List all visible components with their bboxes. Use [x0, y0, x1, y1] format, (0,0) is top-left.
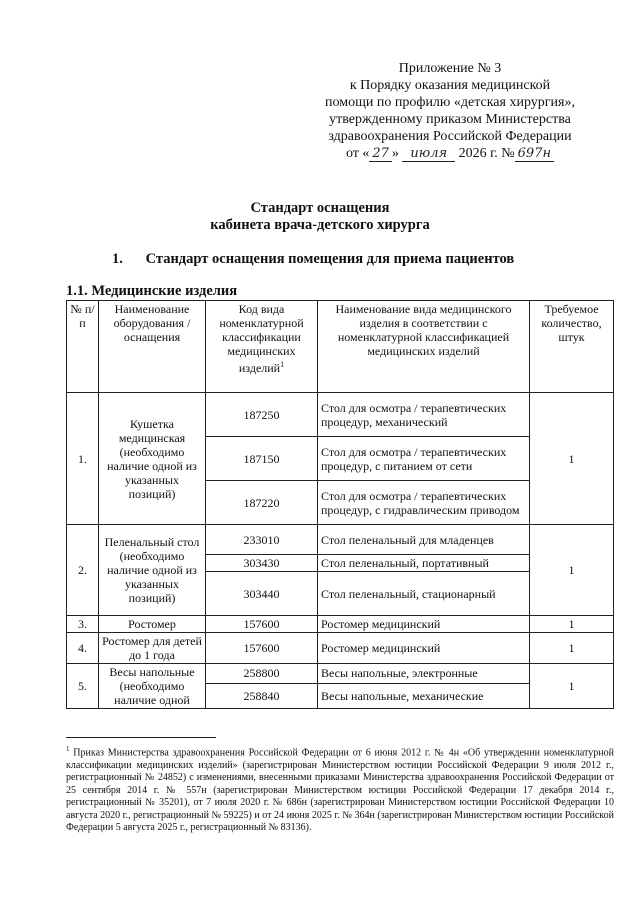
row-code: 258800	[206, 664, 318, 684]
row-qty: 1	[530, 393, 614, 525]
row-num: 1.	[67, 393, 99, 525]
order-date-line	[300, 145, 600, 162]
row-kind: Ростомер медицинский	[318, 616, 530, 633]
footnote	[66, 743, 614, 835]
header-code	[206, 301, 318, 393]
row-kind: Стол для осмотра / терапевтических процедур, механический	[318, 393, 530, 437]
row-code: 157600	[206, 616, 318, 633]
row-qty: 1	[530, 616, 614, 633]
row-num: 2.	[67, 525, 99, 616]
date-prefix: от «	[345, 146, 370, 161]
table-row	[67, 525, 614, 555]
handwritten-day: 27	[369, 146, 392, 162]
date-year: 2026 г. №	[458, 146, 515, 161]
header-equipment: Наименование оборудования / оснащения	[99, 301, 206, 393]
row-equipment: Кушетка медицинская (необходимо наличие одной из указанных позиций)	[99, 393, 206, 525]
appendix-number: Приложение № 3	[398, 61, 502, 76]
row-kind: Стол пеленальный, портативный	[318, 555, 530, 572]
subsection-heading: 1.1. Медицинские изделия	[66, 283, 238, 299]
header-kind: Наименование вида медицинского изделия в соответствии с номенклатурной классификацией медицинских изделий	[318, 301, 530, 393]
row-qty: 1	[530, 525, 614, 616]
footnote-ref: 1	[280, 360, 285, 369]
appendix-line: к Порядку оказания медицинской	[349, 78, 551, 93]
appendix-header	[300, 60, 600, 162]
section-heading	[112, 251, 514, 268]
row-code: 233010	[206, 525, 318, 555]
table-row	[67, 633, 614, 664]
appendix-line: утвержденному приказом Министерства	[329, 112, 571, 127]
footnote-mark: 1	[66, 745, 70, 753]
date-mid: »	[391, 146, 399, 161]
footnote-divider	[66, 737, 216, 738]
appendix-line: здравоохранения Российской Федерации	[328, 129, 572, 144]
table-header-row	[67, 301, 614, 393]
row-kind: Стол для осмотра / терапевтических процедур, с гидравлическим приводом	[318, 481, 530, 525]
row-qty: 1	[530, 664, 614, 709]
title-line-1: Стандарт оснащения	[250, 200, 390, 216]
row-kind: Весы напольные, электронные	[318, 664, 530, 684]
row-qty: 1	[530, 633, 614, 664]
row-code: 303440	[206, 572, 318, 616]
row-kind: Весы напольные, механические	[318, 683, 530, 708]
row-code: 258840	[206, 683, 318, 708]
footnote-text: Приказ Министерства здравоохранения Российской Федерации от 6 июня 2012 г. № 4н «Об утверждении номенклатурной классификации медицинских изделий» (зарегистрирован Министерством юстиции Российской Федерации 9 июля 2012 г., регистрационный № 24852) с изменениями, внесенными приказами Министерства здравоохранения Российской Федерации от 25 сентября 2014 г. № 557н (зарегистрирован Министерством юстиции Российской Федерации 17 декабря 2014 г., регистрационный № 35201), от 7 июля 2020 г. № 686н (зарегистрирован Министерством юстиции Российской Федерации 10 августа 2020 г., регистрационный № 59225) и от 24 июня 2025 г. № 364н (зарегистрирован Министерством юстиции Российской Федерации 5 августа 2025 г., регистрационный № 83136).	[66, 747, 614, 834]
row-code: 187250	[206, 393, 318, 437]
row-equipment: Пеленальный стол (необходимо наличие одной из указанных позиций)	[99, 525, 206, 616]
table-row	[67, 664, 614, 684]
row-code: 187220	[206, 481, 318, 525]
table-row	[67, 393, 614, 437]
row-equipment: Ростомер	[99, 616, 206, 633]
header-code-text: Код вида номенклатурной классификации медицинских изделий	[219, 302, 304, 375]
row-kind: Ростомер медицинский	[318, 633, 530, 664]
row-code: 303430	[206, 555, 318, 572]
document-title	[0, 200, 640, 234]
title-line-2: кабинета врача-детского хирурга	[210, 217, 430, 233]
row-code: 187150	[206, 437, 318, 481]
equipment-table	[66, 300, 614, 709]
row-num: 4.	[67, 633, 99, 664]
row-kind: Стол пеленальный для младенцев	[318, 525, 530, 555]
header-qty: Требуемое количество, штук	[530, 301, 614, 393]
handwritten-month: июля	[402, 146, 455, 162]
section-number: 1.	[112, 251, 123, 267]
row-kind: Стол для осмотра / терапевтических процедур, с питанием от сети	[318, 437, 530, 481]
row-num: 3.	[67, 616, 99, 633]
row-kind: Стол пеленальный, стационарный	[318, 572, 530, 616]
row-equipment: Весы напольные (необходимо наличие одной	[99, 664, 206, 709]
row-num: 5.	[67, 664, 99, 709]
header-num: № п/п	[67, 301, 99, 393]
section-title: Стандарт оснащения помещения для приема пациентов	[145, 251, 515, 267]
appendix-line: помощи по профилю «детская хирургия»,	[325, 95, 575, 110]
table-row	[67, 616, 614, 633]
row-code: 157600	[206, 633, 318, 664]
handwritten-order-number: 697н	[515, 146, 554, 162]
row-equipment: Ростомер для детей до 1 года	[99, 633, 206, 664]
